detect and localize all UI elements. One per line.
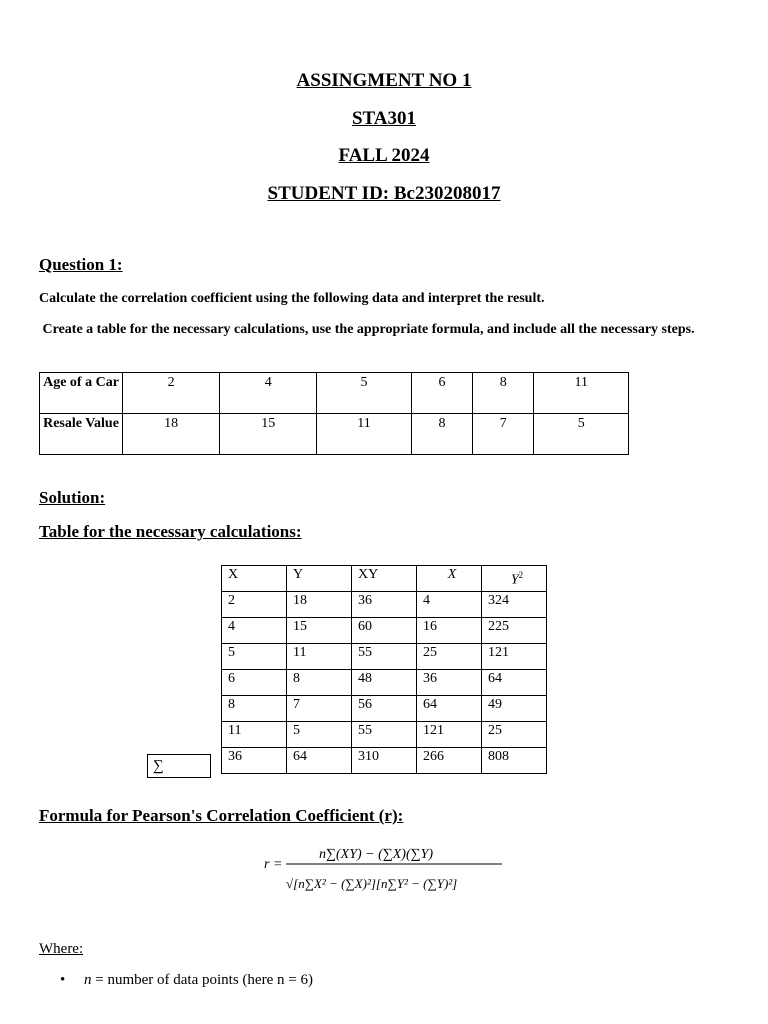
calc-table-cell: 36 [417, 670, 482, 696]
calc-table-cell: 8 [222, 696, 287, 722]
data-table-row [40, 373, 629, 414]
calc-table-cell: 2 [222, 592, 287, 618]
question-title: Question 1: [39, 255, 123, 274]
data-table-cell: 11 [534, 373, 629, 414]
calc-table-cell: 36 [352, 592, 417, 618]
calc-table-cell: 6 [222, 670, 287, 696]
calc-table-row [222, 670, 547, 696]
calc-table-cell: 266 [417, 748, 482, 774]
calc-table-header [222, 566, 287, 592]
calc-table-cell: 25 [417, 644, 482, 670]
calc-table-header-row [222, 566, 547, 592]
calc-table-header [352, 566, 417, 592]
calc-table [221, 565, 547, 774]
formula-denominator: √[n∑X² − (∑X)²][n∑Y² − (∑Y)²] [286, 876, 458, 891]
where-bullet [60, 972, 313, 989]
calc-table-cell: 49 [482, 696, 547, 722]
data-table-row-label: Resale Value [40, 414, 123, 455]
formula-title: Formula for Pearson's Correlation Coefficient (r): [39, 806, 404, 825]
calc-table-cell: 5 [222, 644, 287, 670]
calc-table-header [482, 566, 547, 592]
calc-table-cell: 15 [287, 618, 352, 644]
data-table-cell: 7 [473, 414, 534, 455]
formula-svg [262, 836, 512, 900]
data-table-cell: 8 [411, 414, 472, 455]
calc-table-cell: 55 [352, 722, 417, 748]
data-table-cell: 15 [220, 414, 317, 455]
solution-title: Solution: [39, 488, 106, 507]
calc-table-cell: 121 [482, 644, 547, 670]
calc-table-header-label: Y [510, 572, 519, 588]
calc-table-cell: 808 [482, 748, 547, 774]
calc-table-title: Table for the necessary calculations: [39, 522, 302, 541]
sum-label: ∑ [147, 754, 211, 778]
calc-table-cell: 56 [352, 696, 417, 722]
calc-table-cell: 11 [222, 722, 287, 748]
course-code: STA301 [351, 108, 417, 129]
calc-table-header-label: X [228, 567, 239, 582]
calc-table-cell: 121 [417, 722, 482, 748]
calc-table-cell: 55 [352, 644, 417, 670]
calc-table-row [222, 618, 547, 644]
calc-table-cell: 310 [352, 748, 417, 774]
calc-table-cell: 36 [222, 748, 287, 774]
data-table-cell: 11 [317, 414, 412, 455]
calc-table-cell: 48 [352, 670, 417, 696]
question-text-1: Calculate the correlation coefficient using the following data and interpret the result. [39, 291, 545, 306]
calc-table-row [222, 592, 547, 618]
calc-table-header-label: X [447, 567, 457, 582]
calc-table-sum-row [222, 748, 547, 774]
formula-numerator: n∑(XY) − (∑X)(∑Y) [319, 847, 434, 862]
calc-table-cell: 324 [482, 592, 547, 618]
data-table-row [40, 414, 629, 455]
calc-table-cell: 5 [287, 722, 352, 748]
calc-table-row [222, 722, 547, 748]
formula-lhs: r = [264, 857, 283, 872]
calc-table-cell: 25 [482, 722, 547, 748]
bullet-text: = number of data points (here n = 6) [91, 972, 313, 988]
data-table-cell: 8 [473, 373, 534, 414]
calc-table-row [222, 696, 547, 722]
data-table [39, 372, 629, 455]
question-text-2: Create a table for the necessary calculations, use the appropriate formula, and include all the necessary steps. [39, 322, 695, 337]
calc-table-cell: 4 [417, 592, 482, 618]
calc-table-cell: 64 [482, 670, 547, 696]
calc-table-header [417, 566, 482, 592]
calc-table-cell: 225 [482, 618, 547, 644]
calc-table-header-superscript: 2 [518, 570, 524, 580]
calc-table-cell: 11 [287, 644, 352, 670]
data-table-cell: 4 [220, 373, 317, 414]
data-table-cell: 5 [534, 414, 629, 455]
data-table-cell: 2 [123, 373, 220, 414]
bullet-var: n [84, 972, 92, 988]
semester: FALL 2024 [338, 145, 430, 166]
calc-table-cell: 8 [287, 670, 352, 696]
calc-table-header-label: XY [358, 567, 379, 582]
calc-table-cell: 60 [352, 618, 417, 644]
calc-table-row [222, 644, 547, 670]
calc-table-header [287, 566, 352, 592]
data-table-cell: 5 [317, 373, 412, 414]
pearson-formula [262, 836, 512, 900]
calc-table-cell: 64 [287, 748, 352, 774]
data-table-cell: 6 [411, 373, 472, 414]
calc-table-cell: 4 [222, 618, 287, 644]
student-id: STUDENT ID: Bc230208017 [267, 183, 501, 204]
bullet-icon: • [60, 972, 66, 988]
calc-table-header-label: Y [293, 567, 304, 582]
assignment-title: ASSINGMENT NO 1 [296, 70, 472, 91]
calc-table-cell: 7 [287, 696, 352, 722]
calc-table-cell: 16 [417, 618, 482, 644]
data-table-cell: 18 [123, 414, 220, 455]
data-table-row-label: Age of a Car [40, 373, 123, 414]
calc-table-cell: 64 [417, 696, 482, 722]
where-label: Where: [39, 941, 84, 957]
calc-table-cell: 18 [287, 592, 352, 618]
